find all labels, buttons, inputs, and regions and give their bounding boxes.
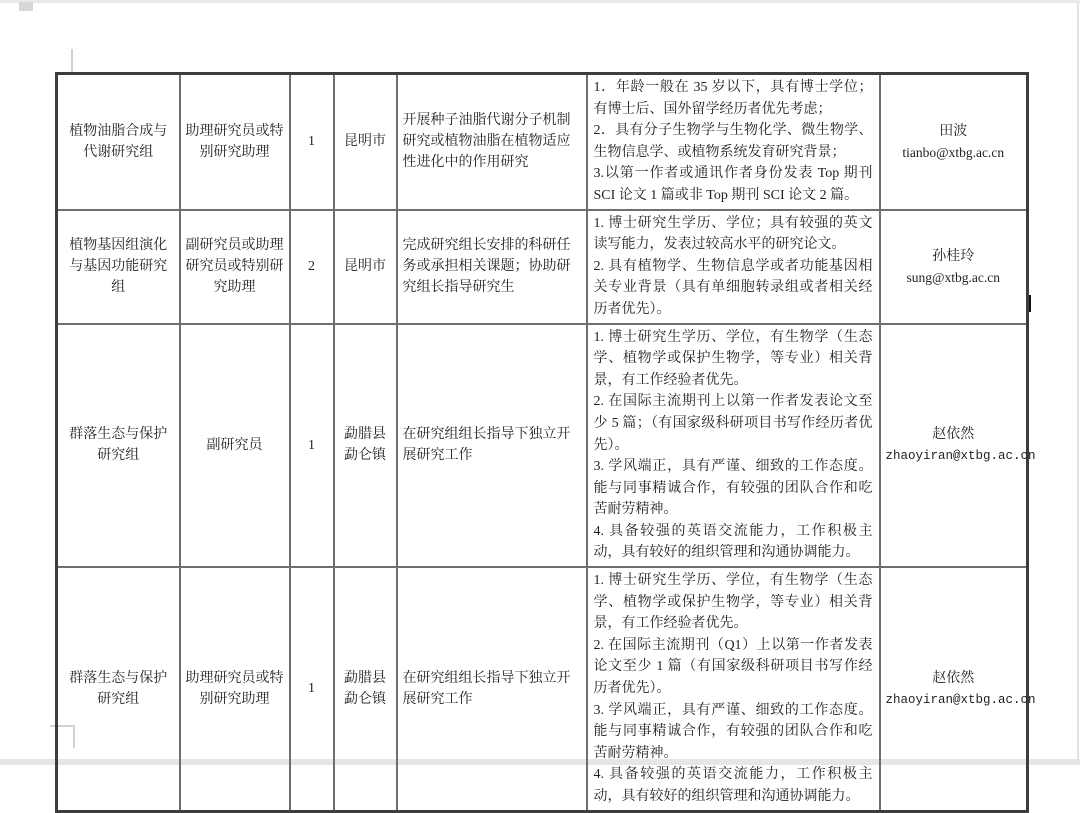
viewer-corner-artifact [19, 2, 33, 11]
requirement-item: 4. 具备较强的英语交流能力，工作积极主动，具有较好的组织管理和沟通协调能力。 [593, 767, 873, 804]
table-row [57, 74, 1028, 210]
contact-email: sung@xtbg.ac.cn [906, 269, 1000, 285]
research-group-name: 群落生态与保护研究组 [69, 670, 168, 707]
cell-position [180, 567, 290, 811]
contact-name: 孙桂玲 [932, 248, 975, 264]
headcount-value: 1 [308, 134, 315, 150]
position-title: 副研究员或助理研究员或特别研究助理 [185, 238, 284, 296]
duty-text: 开展种子油脂代谢分子机制研究或植物油脂在植物适应性进化中的作用研究 [402, 113, 571, 171]
requirement-item: 2．具有分子生物学与生物化学、微生物学、生物信息学、或植物系统发育研究背景； [593, 123, 873, 160]
cell-location [334, 74, 397, 210]
duty-text: 在研究组组长指导下独立开展研究工作 [402, 670, 571, 707]
cell-duty [397, 567, 587, 811]
position-title: 副研究员 [206, 437, 263, 453]
page-top-edge [0, 0, 1080, 3]
location-text: 勐腊县勐仑镇 [344, 427, 386, 464]
location-text: 昆明市 [344, 134, 386, 150]
cell-research-group [57, 567, 180, 811]
requirement-item: 2. 具有植物学、生物信息学或者功能基因相关专业背景（具有单细胞转录组或者相关经历者优先）。 [593, 258, 873, 317]
requirement-item: 1. 博士研究生学历、学位，有生物学（生态学、植物学或保护生物学，等专业）相关背景，有工作经验者优先。 [593, 329, 873, 388]
location-text: 昆明市 [344, 259, 386, 275]
cell-position [180, 74, 290, 210]
research-group-name: 植物基因组演化与基因功能研究组 [69, 238, 168, 296]
cell-location [334, 324, 397, 568]
requirement-item: 1. 博士研究生学历、学位；具有较强的英文读写能力，发表过较高水平的研究论文。 [593, 215, 873, 253]
cell-contact [880, 210, 1028, 324]
cell-headcount [290, 567, 334, 811]
cell-requirements [587, 324, 880, 568]
cell-position [180, 324, 290, 568]
table-row [57, 324, 1028, 568]
cell-research-group [57, 210, 180, 324]
contact-name: 田波 [939, 123, 968, 139]
contact-email: tianbo@xtbg.ac.cn [902, 144, 1005, 160]
cell-requirements [587, 567, 880, 811]
table-row [57, 567, 1028, 811]
table-row [57, 210, 1028, 324]
requirement-item: 1. 博士研究生学历、学位，有生物学（生态学、植物学或保护生物学，等专业）相关背景，有工作经验者优先。 [593, 573, 873, 632]
page-right-edge [1077, 3, 1079, 759]
cell-contact [880, 567, 1036, 811]
requirement-item: 4. 具备较强的英语交流能力，工作积极主动，具有较好的组织管理和沟通协调能力。 [593, 523, 873, 561]
requirement-item: 3. 学风端正，具有严谨、细致的工作态度。能与同事精诚合作，有较强的团队合作和吃苦耐劳精神。 [593, 702, 873, 761]
cell-location [334, 210, 397, 324]
research-group-name: 植物油脂合成与代谢研究组 [69, 123, 168, 160]
cell-headcount [290, 74, 334, 210]
duty-text: 完成研究组长安排的科研任务或承担相关课题；协助研究组长指导研究生 [402, 238, 571, 296]
requirement-item: 3.以第一作者或通讯作者身份发表 Top 期刊 SCI 论文 1 篇或非 Top 期刊 SCI 论文 2 篇。 [593, 166, 873, 203]
text-boundary-mark-top-left [71, 49, 73, 72]
contact-email: zhaoyiran@xtbg.ac.cn [885, 692, 1036, 707]
requirement-item: 2. 在国际主流期刊上以第一作者发表论文至少 5 篇；（有国家级科研项目书写作经历者优先）。 [593, 394, 873, 453]
cell-location [334, 567, 397, 811]
cell-research-group [57, 74, 180, 210]
requirement-item: 2. 在国际主流期刊（Q1）上以第一作者发表论文至少 1 篇（有国家级科研项目书写作经历者优先）。 [593, 637, 873, 697]
contact-name: 赵依然 [932, 670, 975, 686]
cell-duty [397, 324, 587, 568]
requirement-item: 3. 学风端正，具有严谨、细致的工作态度。能与同事精诚合作，有较强的团队合作和吃苦耐劳精神。 [593, 459, 873, 518]
cell-contact [880, 324, 1036, 568]
cell-duty [397, 210, 587, 324]
research-group-name: 群落生态与保护研究组 [69, 427, 168, 464]
headcount-value: 2 [308, 259, 315, 275]
requirement-item: 1．年龄一般在 35 岁以下，具有博士学位；有博士后、国外留学经历者优先考虑； [593, 80, 873, 117]
cell-headcount [290, 210, 334, 324]
cell-headcount [290, 324, 334, 568]
contact-name: 赵依然 [932, 427, 975, 443]
duty-text: 在研究组组长指导下独立开展研究工作 [402, 427, 571, 464]
cell-duty [397, 74, 587, 210]
headcount-value: 1 [308, 437, 315, 453]
headcount-value: 1 [308, 681, 315, 697]
cell-research-group [57, 324, 180, 568]
location-text: 勐腊县勐仑镇 [344, 670, 386, 707]
cell-position [180, 210, 290, 324]
cell-contact [880, 74, 1028, 210]
contact-email: zhaoyiran@xtbg.ac.cn [885, 449, 1036, 464]
position-title: 助理研究员或特别研究助理 [185, 123, 284, 160]
cell-requirements [587, 210, 880, 324]
cell-requirements [587, 74, 880, 210]
recruitment-table [55, 72, 1036, 813]
position-title: 助理研究员或特别研究助理 [185, 670, 284, 707]
